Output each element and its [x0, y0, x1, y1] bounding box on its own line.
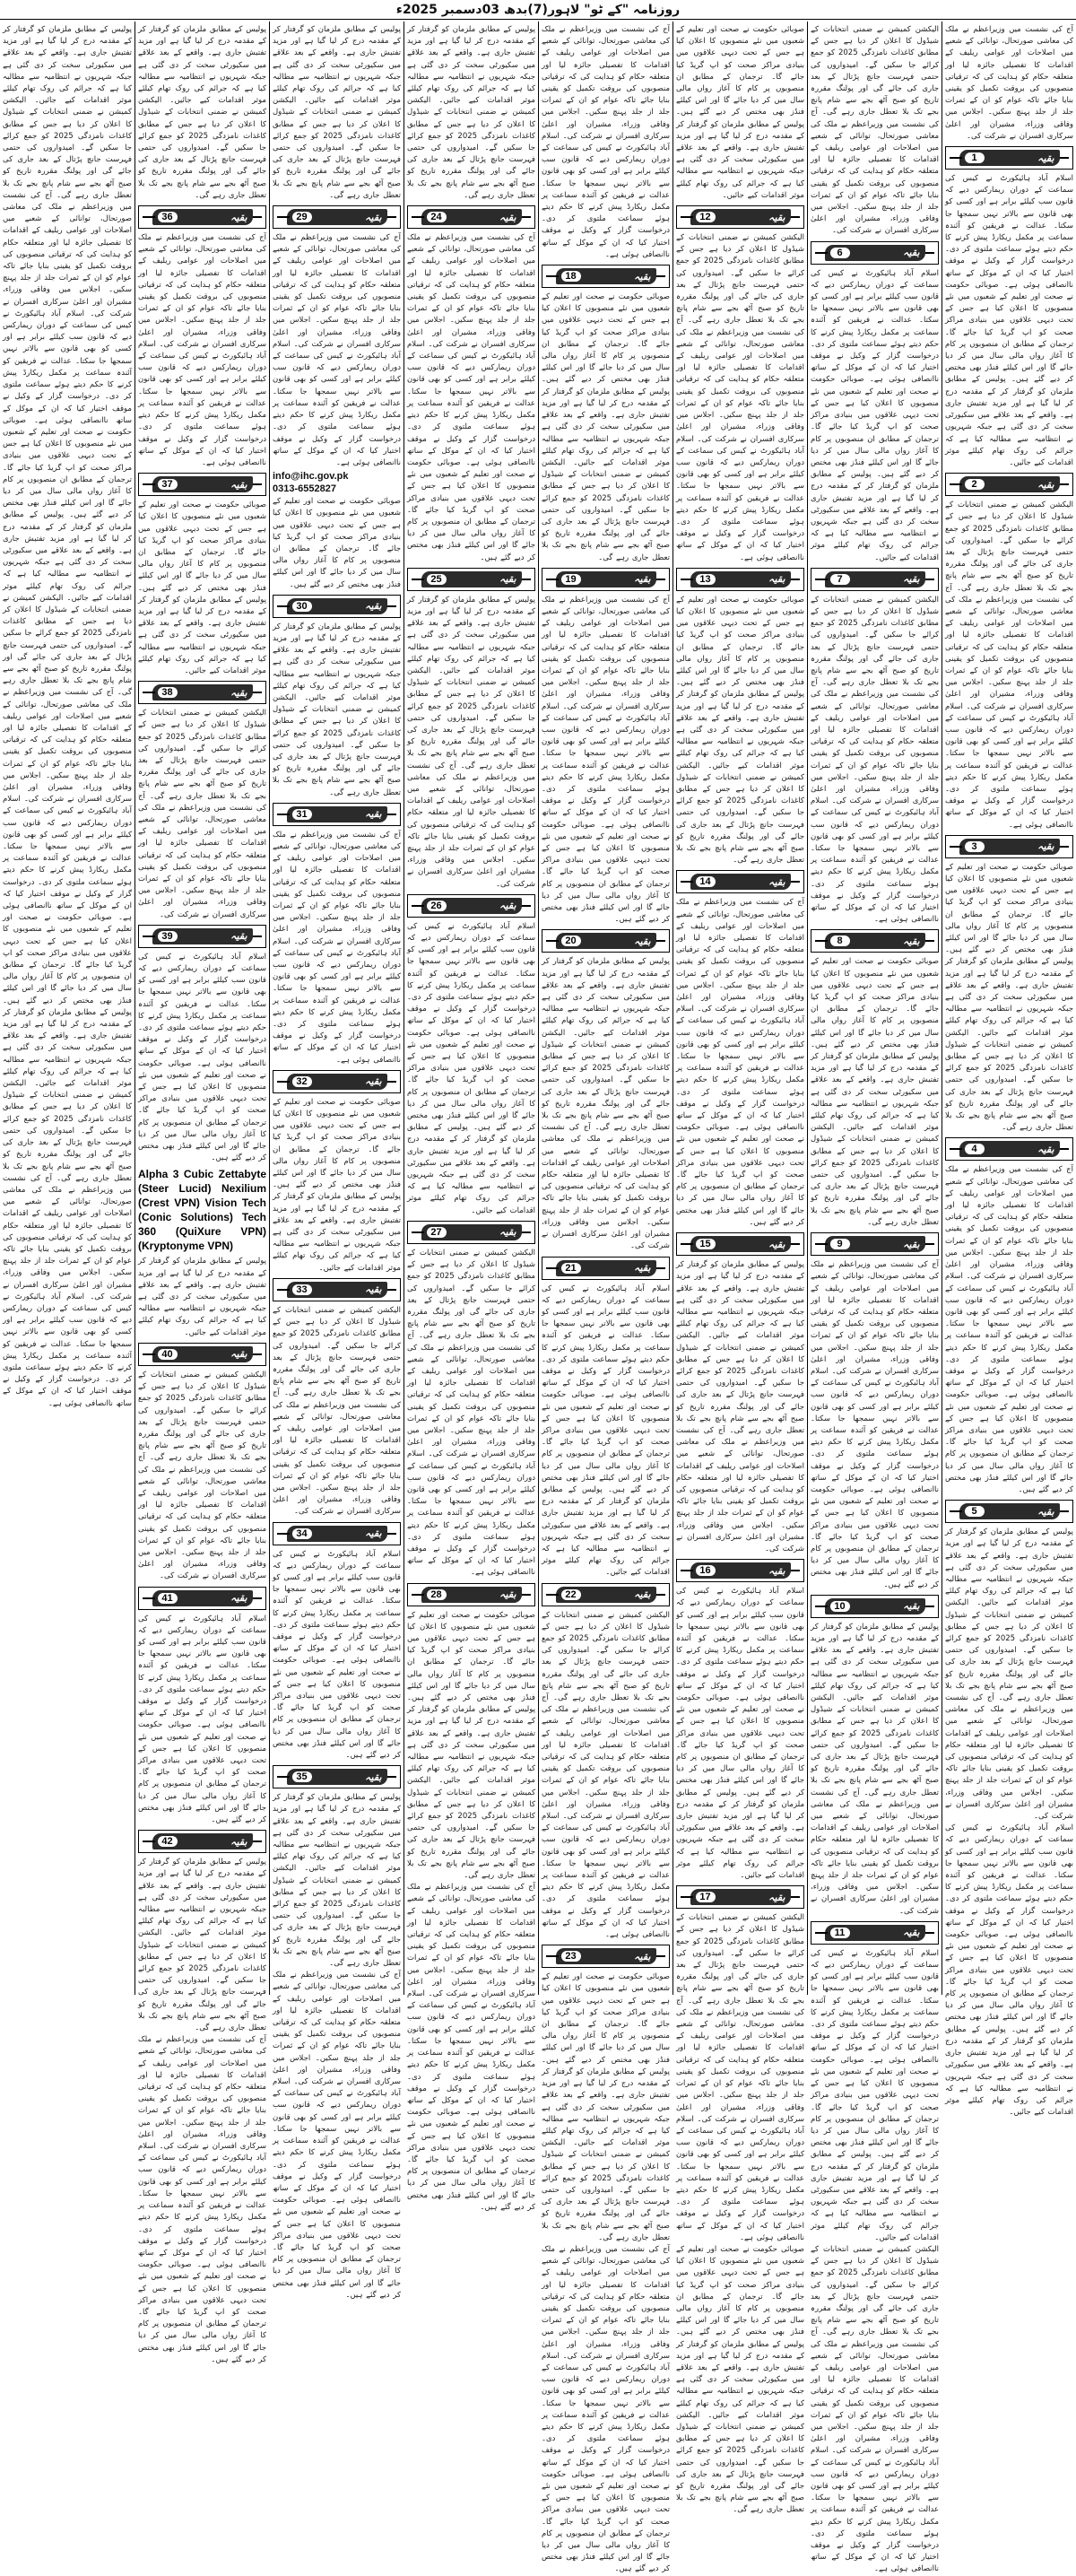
flourish-line — [143, 483, 155, 485]
baqiya-box — [542, 929, 670, 953]
article-text: اسلام آباد ہائیکورٹ نے کیس کی سماعت کے دوران ریمارکس دیے کہ قانون سب کیلئے برابر ہے اور کسی کو بھی قانون سے بالاتر نہیں سمجھا جا سکتا۔ عدالت نے فریقین کو آئندہ سماعت پر مکمل ریکارڈ پیش کرنے کا حکم دیتے ہوئے سماعت ملتوی کر دی۔ درخواست گزار کے وکیل نے موقف اختیار کیا کہ ان کے موکل کے ساتھ ناانصافی ہوئی ہے۔ صوبائی حکومت نے صحت اور تعلیم کے شعبوں میں نئے منصوبوں کا اعلان کیا ہے جس کے تحت دیہی علاقوں میں بنیادی مراکز صحت کو اپ گریڈ کیا جائے گا۔ ترجمان کے مطابق ان منصوبوں پر کام کا آغاز رواں مالی سال میں کر دیا جائے گا اور اس کیلئے فنڈز بھی مختص کر دیے گئے ہیں۔ — [138, 952, 266, 1163]
baqiya-number: 25 — [427, 574, 447, 585]
baqiya-ribbon — [421, 209, 522, 225]
flourish-line — [546, 579, 559, 580]
flourish-line — [681, 216, 693, 218]
baqiya-ribbon — [287, 1769, 387, 1785]
article-text: صوبائی حکومت نے صحت اور تعلیم کے شعبوں میں نئے منصوبوں کا اعلان کیا ہے جس کے تحت دیہی علاقوں میں بنیادی مراکز صحت کو اپ گریڈ کیا جائے گا۔ ترجمان کے مطابق ان منصوبوں پر کام کا آغاز رواں مالی سال میں کر دیا جائے گا اور اس کیلئے فنڈز بھی مختص کر دیے گئے ہیں۔ — [273, 497, 401, 589]
baqiya-number: 13 — [696, 574, 716, 585]
baqiya-ribbon — [690, 1562, 791, 1579]
baqiya-box — [811, 1921, 939, 1945]
article-text: اسلام آباد ہائیکورٹ نے کیس کی سماعت کے دوران ریمارکس دیے کہ قانون سب کیلئے برابر ہے اور کسی کو بھی قانون سے بالاتر نہیں سمجھا جا سکتا۔ عدالت نے فریقین کو آئندہ سماعت پر مکمل ریکارڈ پیش کرنے کا حکم دیتے ہوئے سماعت ملتوی کر دی۔ درخواست گزار کے وکیل نے موقف اختیار کیا کہ ان کے موکل کے ساتھ ناانصافی ہوئی ہے۔ صوبائی حکومت نے صحت اور تعلیم کے شعبوں میں نئے منصوبوں کا اعلان کیا ہے جس کے تحت دیہی علاقوں میں بنیادی مراکز صحت کو اپ گریڈ کیا جائے گا۔ ترجمان کے مطابق ان منصوبوں پر کام کا آغاز رواں مالی سال میں کر دیا جائے گا اور اس کیلئے فنڈز بھی مختص کر دیے گئے ہیں۔ — [273, 1549, 401, 1760]
flourish-line — [143, 216, 155, 218]
flourish-line — [546, 1594, 559, 1596]
baqiya-label: بقیہ — [903, 1927, 920, 1939]
baqiya-box — [407, 568, 535, 591]
article-text: الیکشن کمیشن نے ضمنی انتخابات کے شیڈول کا اعلان کر دیا ہے جس کے مطابق کاغذات نامزدگی 2025 کو جمع کرائے جا سکیں گے۔ امیدواروں کی حتمی فہرست جانچ پڑتال کے بعد جاری کی جائے گی اور پولنگ مقررہ تاریخ کو صبح آٹھ بجے سے شام پانچ بجے تک بلا تعطل جاری رہے گی۔ آج کی نشست میں وزیراعظم نے ملک کی معاشی صورتحال، توانائی کے شعبے میں اصلاحات اور عوامی ریلیف کے اقدامات کا تفصیلی جائزہ لیا اور متعلقہ حکام کو ہدایت کی کہ ترقیاتی منصوبوں کی بروقت تکمیل کو یقینی بنایا جائے تاکہ عوام کو ان کے ثمرات جلد از جلد پہنچ سکیں۔ اجلاس میں وفاقی وزراء، مشیران اور اعلیٰ سرکاری افسران نے شرکت کی۔ اسلام آباد ہائیکورٹ نے کیس کی سماعت کے دوران ریمارکس دیے کہ قانون سب کیلئے برابر ہے اور کسی کو بھی قانون سے بالاتر نہیں سمجھا جا سکتا۔ عدالت نے فریقین کو آئندہ سماعت پر مکمل ریکارڈ پیش کرنے کا حکم دیتے ہوئے سماعت ملتوی کر دی۔ درخواست گزار کے وکیل نے موقف اختیار کیا کہ ان کے موکل کے ساتھ ناانصافی ہوئی ہے۔ — [676, 233, 804, 562]
article-text: پولیس کے مطابق ملزمان کو گرفتار کر کے مقدمہ درج کر لیا گیا ہے اور مزید تفتیش جاری ہے۔ واقعے کے بعد علاقے میں سکیورٹی سخت کر دی گئی ہے جبکہ شہریوں نے انتظامیہ سے مطالبہ کیا ہے کہ جرائم کی روک تھام کیلئے موثر اقدامات کیے جائیں۔ الیکشن کمیشن نے ضمنی انتخابات کے شیڈول کا اعلان کر دیا ہے جس کے مطابق کاغذات نامزدگی 2025 کو جمع کرائے جا سکیں گے۔ امیدواروں کی حتمی فہرست جانچ پڑتال کے بعد جاری کی جائے گی اور پولنگ مقررہ تاریخ کو صبح آٹھ بجے سے شام پانچ بجے تک بلا تعطل جاری رہے گی۔ — [138, 1858, 266, 2033]
baqiya-ribbon — [421, 1224, 522, 1240]
article-text: پولیس کے مطابق ملزمان کو گرفتار کر کے مقدمہ درج کر لیا گیا ہے اور مزید تفتیش جاری ہے۔ واقعے کے بعد علاقے میں سکیورٹی سخت کر دی گئی ہے جبکہ شہریوں نے انتظامیہ سے مطالبہ کیا ہے کہ جرائم کی روک تھام کیلئے موثر اقدامات کیے جائیں۔ الیکشن کمیشن نے ضمنی انتخابات کے شیڈول کا اعلان کر دیا ہے جس کے مطابق کاغذات نامزدگی 2025 کو جمع کرائے جا سکیں گے۔ امیدواروں کی حتمی فہرست جانچ پڑتال کے بعد جاری کی جائے گی اور پولنگ مقررہ تاریخ کو صبح آٹھ بجے سے شام پانچ بجے تک بلا تعطل جاری رہے گی۔ — [138, 25, 266, 200]
baqiya-number: 4 — [965, 1144, 985, 1154]
article-text: آج کی نشست میں وزیراعظم نے ملک کی معاشی صورتحال، توانائی کے شعبے میں اصلاحات اور عوامی ریلیف کے اقدامات کا تفصیلی جائزہ لیا اور متعلقہ حکام کو ہدایت کی کہ ترقیاتی منصوبوں کی بروقت تکمیل کو یقینی بنایا جائے تاکہ عوام کو ان کے ثمرات جلد از جلد پہنچ سکیں۔ اجلاس میں وفاقی وزراء، مشیران اور اعلیٰ سرکاری افسران نے شرکت کی۔ اسلام آباد ہائیکورٹ نے کیس کی سماعت کے دوران ریمارکس دیے کہ قانون سب کیلئے برابر ہے اور کسی کو بھی قانون سے بالاتر نہیں سمجھا جا سکتا۔ عدالت نے فریقین کو آئندہ سماعت پر مکمل ریکارڈ پیش کرنے کا حکم دیتے ہوئے سماعت ملتوی کر دی۔ درخواست گزار کے وکیل نے موقف اختیار کیا کہ ان کے موکل کے ساتھ ناانصافی ہوئی ہے۔ صوبائی حکومت نے صحت اور تعلیم کے شعبوں میں نئے منصوبوں کا اعلان کیا ہے جس کے تحت دیہی علاقوں میں بنیادی مراکز صحت کو اپ گریڈ کیا جائے گا۔ ترجمان کے مطابق ان منصوبوں پر کام کا آغاز رواں مالی سال میں کر دیا جائے گا اور اس کیلئے فنڈز بھی مختص کر دیے گئے ہیں۔ — [542, 595, 670, 925]
article-text: الیکشن کمیشن نے ضمنی انتخابات کے شیڈول کا اعلان کر دیا ہے جس کے مطابق کاغذات نامزدگی 2025 کو جمع کرائے جا سکیں گے۔ امیدواروں کی حتمی فہرست جانچ پڑتال کے بعد جاری کی جائے گی اور پولنگ مقررہ تاریخ کو صبح آٹھ بجے سے شام پانچ بجے تک بلا تعطل جاری رہے گی۔ آج کی نشست میں وزیراعظم نے ملک کی معاشی صورتحال، توانائی کے شعبے میں اصلاحات اور عوامی ریلیف کے اقدامات کا تفصیلی جائزہ لیا اور متعلقہ حکام کو ہدایت کی کہ ترقیاتی منصوبوں کی بروقت تکمیل کو یقینی بنایا جائے تاکہ عوام کو ان کے ثمرات جلد از جلد پہنچ سکیں۔ اجلاس میں وفاقی وزراء، مشیران اور اعلیٰ سرکاری افسران نے شرکت کی۔ اسلام آباد ہائیکورٹ نے کیس کی سماعت کے دوران ریمارکس دیے کہ قانون سب کیلئے برابر ہے اور کسی کو بھی قانون سے بالاتر نہیں سمجھا جا سکتا۔ عدالت نے فریقین کو آئندہ سماعت پر مکمل ریکارڈ پیش کرنے کا حکم دیتے ہوئے سماعت ملتوی کر دی۔ درخواست گزار کے وکیل نے موقف اختیار کیا کہ ان کے موکل کے ساتھ ناانصافی ہوئی ہے۔ — [811, 2244, 939, 2574]
baqiya-number: 39 — [158, 931, 178, 942]
flourish-line — [143, 1353, 155, 1355]
baqiya-number: 18 — [561, 271, 581, 282]
baqiya-label: بقیہ — [1037, 840, 1054, 853]
flourish-line — [412, 216, 424, 218]
article-text: پولیس کے مطابق ملزمان کو گرفتار کر کے مقدمہ درج کر لیا گیا ہے اور مزید تفتیش جاری ہے۔ واقعے کے بعد علاقے میں سکیورٹی سخت کر دی گئی ہے جبکہ شہریوں نے انتظامیہ سے مطالبہ کیا ہے کہ جرائم کی روک تھام کیلئے موثر اقدامات کیے جائیں۔ الیکشن کمیشن نے ضمنی انتخابات کے شیڈول کا اعلان کر دیا ہے جس کے مطابق کاغذات نامزدگی 2025 کو جمع کرائے جا سکیں گے۔ امیدواروں کی حتمی فہرست جانچ پڑتال کے بعد جاری کی جائے گی اور پولنگ مقررہ تاریخ کو صبح آٹھ بجے سے شام پانچ بجے تک بلا تعطل جاری رہے گی۔ آج کی نشست میں وزیراعظم نے ملک کی معاشی صورتحال، توانائی کے شعبے میں اصلاحات اور عوامی ریلیف کے اقدامات کا تفصیلی جائزہ لیا اور متعلقہ حکام کو ہدایت کی کہ ترقیاتی منصوبوں کی بروقت تکمیل کو یقینی بنایا جائے تاکہ عوام کو ان کے ثمرات جلد از جلد پہنچ سکیں۔ اجلاس میں وفاقی وزراء، مشیران اور اعلیٰ سرکاری افسران نے شرکت کی۔ — [676, 1260, 804, 1553]
baqiya-ribbon — [421, 571, 522, 587]
baqiya-ribbon — [287, 1526, 387, 1542]
baqiya-label: بقیہ — [365, 1075, 382, 1088]
baqiya-label: بقیہ — [230, 211, 247, 223]
baqiya-number: 30 — [292, 601, 312, 612]
flourish-line — [143, 936, 155, 937]
article-text: اسلام آباد ہائیکورٹ نے کیس کی سماعت کے دوران ریمارکس دیے کہ قانون سب کیلئے برابر ہے اور کسی کو بھی قانون سے بالاتر نہیں سمجھا جا سکتا۔ عدالت نے فریقین کو آئندہ سماعت پر مکمل ریکارڈ پیش کرنے کا حکم دیتے ہوئے سماعت ملتوی کر دی۔ درخواست گزار کے وکیل نے موقف اختیار کیا کہ ان کے موکل کے ساتھ ناانصافی ہوئی ہے۔ صوبائی حکومت نے صحت اور تعلیم کے شعبوں میں نئے منصوبوں کا اعلان کیا ہے جس کے تحت دیہی علاقوں میں بنیادی مراکز صحت کو اپ گریڈ کیا جائے گا۔ ترجمان کے مطابق ان منصوبوں پر کام کا آغاز رواں مالی سال میں کر دیا جائے گا اور اس کیلئے فنڈز بھی مختص کر دیے گئے ہیں۔ پولیس کے مطابق ملزمان کو گرفتار کر کے مقدمہ درج کر لیا گیا ہے اور مزید تفتیش جاری ہے۔ واقعے کے بعد علاقے میں سکیورٹی سخت کر دی گئی ہے جبکہ شہریوں نے انتظامیہ سے مطالبہ کیا ہے کہ جرائم کی روک تھام کیلئے موثر اقدامات کیے جائیں۔ — [811, 268, 939, 562]
baqiya-ribbon — [959, 839, 1060, 855]
baqiya-number: 40 — [158, 1349, 178, 1360]
baqiya-ribbon — [690, 571, 791, 587]
baqiya-label: بقیہ — [230, 686, 247, 699]
baqiya-box — [542, 568, 670, 591]
baqiya-label: بقیہ — [768, 1891, 785, 1903]
baqiya-label: بقیہ — [230, 1592, 247, 1605]
article-text: پولیس کے مطابق ملزمان کو گرفتار کر کے مقدمہ درج کر لیا گیا ہے اور مزید تفتیش جاری ہے۔ واقعے کے بعد علاقے میں سکیورٹی سخت کر دی گئی ہے جبکہ شہریوں نے انتظامیہ سے مطالبہ کیا ہے کہ جرائم کی روک تھام کیلئے موثر اقدامات کیے جائیں۔ الیکشن کمیشن نے ضمنی انتخابات کے شیڈول کا اعلان کر دیا ہے جس کے مطابق کاغذات نامزدگی 2025 کو جمع کرائے جا سکیں گے۔ امیدواروں کی حتمی فہرست جانچ پڑتال کے بعد جاری کی جائے گی اور پولنگ مقررہ تاریخ کو صبح آٹھ بجے سے شام پانچ بجے تک بلا تعطل جاری رہے گی۔ آج کی نشست میں وزیراعظم نے ملک کی معاشی صورتحال، توانائی کے شعبے میں اصلاحات اور عوامی ریلیف کے اقدامات کا تفصیلی جائزہ لیا اور متعلقہ حکام کو ہدایت کی کہ ترقیاتی منصوبوں کی بروقت تکمیل کو یقینی بنایا جائے تاکہ عوام کو ان کے ثمرات جلد از جلد پہنچ سکیں۔ اجلاس میں وفاقی وزراء، مشیران اور اعلیٰ سرکاری افسران نے شرکت کی۔ اسلام آباد ہائیکورٹ نے کیس کی سماعت کے دوران ریمارکس دیے کہ قانون سب کیلئے برابر ہے اور کسی کو بھی قانون سے بالاتر نہیں سمجھا جا سکتا۔ عدالت نے فریقین کو آئندہ سماعت پر مکمل ریکارڈ پیش کرنے کا حکم دیتے ہوئے سماعت ملتوی کر دی۔ درخواست گزار کے وکیل نے موقف اختیار کیا کہ ان کے موکل کے ساتھ ناانصافی ہوئی ہے۔ صوبائی حکومت نے صحت اور تعلیم کے شعبوں میں نئے منصوبوں کا اعلان کیا ہے جس کے تحت دیہی علاقوں میں بنیادی مراکز صحت کو اپ گریڈ کیا جائے گا۔ ترجمان کے مطابق ان منصوبوں پر کام کا آغاز رواں مالی سال میں کر دیا جائے گا اور اس کیلئے فنڈز بھی مختص کر دیے گئے ہیں۔ پولیس کے مطابق ملزمان کو گرفتار کر کے مقدمہ درج کر لیا گیا ہے اور مزید تفتیش جاری ہے۔ واقعے کے بعد علاقے میں سکیورٹی سخت کر دی گئی ہے جبکہ شہریوں نے انتظامیہ سے مطالبہ کیا ہے کہ جرائم کی روک تھام کیلئے موثر اقدامات کیے جائیں۔ الیکشن کمیشن نے ضمنی انتخابات کے شیڈول کا اعلان کر دیا ہے جس کے مطابق کاغذات نامزدگی 2025 کو جمع کرائے جا سکیں گے۔ امیدواروں کی حتمی فہرست جانچ پڑتال کے بعد جاری کی جائے گی اور پولنگ مقررہ تاریخ کو صبح آٹھ بجے سے شام پانچ بجے تک بلا تعطل جاری رہے گی۔ آج کی نشست میں وزیراعظم نے ملک کی معاشی صورتحال، توانائی کے شعبے میں اصلاحات اور عوامی ریلیف کے اقدامات کا تفصیلی جائزہ لیا اور متعلقہ حکام کو ہدایت کی کہ ترقیاتی منصوبوں کی بروقت تکمیل کو یقینی بنایا جائے تاکہ عوام کو ان کے ثمرات جلد از جلد پہنچ سکیں۔ اجلاس میں وفاقی وزراء، مشیران اور اعلیٰ سرکاری افسران نے شرکت کی۔ اسلام آباد ہائیکورٹ نے کیس کی سماعت کے دوران ریمارکس دیے کہ قانون سب کیلئے برابر ہے اور کسی کو بھی قانون سے بالاتر نہیں سمجھا جا سکتا۔ عدالت نے فریقین کو آئندہ سماعت پر مکمل ریکارڈ پیش کرنے کا حکم دیتے ہوئے سماعت ملتوی کر دی۔ درخواست گزار کے وکیل نے موقف اختیار کیا کہ ان کے موکل کے ساتھ ناانصافی ہوئی ہے۔ صوبائی حکومت نے صحت اور تعلیم کے شعبوں میں نئے منصوبوں کا اعلان کیا ہے جس کے تحت دیہی علاقوں میں بنیادی مراکز صحت کو اپ گریڈ کیا جائے گا۔ ترجمان کے مطابق ان منصوبوں پر کام کا آغاز رواں مالی سال میں کر دیا جائے گا اور اس کیلئے فنڈز بھی مختص کر دیے گئے ہیں۔ پولیس کے مطابق ملزمان کو گرفتار کر کے مقدمہ درج کر لیا گیا ہے اور مزید تفتیش جاری ہے۔ واقعے کے بعد علاقے میں سکیورٹی سخت کر دی گئی ہے جبکہ شہریوں نے انتظامیہ سے مطالبہ کیا ہے کہ جرائم کی روک تھام کیلئے موثر اقدامات کیے جائیں۔ الیکشن کمیشن نے ضمنی انتخابات کے شیڈول کا اعلان کر دیا ہے جس کے مطابق کاغذات نامزدگی 2025 کو جمع کرائے جا سکیں گے۔ امیدواروں کی حتمی فہرست جانچ پڑتال کے بعد جاری کی جائے گی اور پولنگ مقررہ تاریخ کو صبح آٹھ بجے سے شام پانچ بجے تک بلا تعطل جاری رہے گی۔ آج کی نشست میں وزیراعظم نے ملک کی معاشی صورتحال، توانائی کے شعبے میں اصلاحات اور عوامی ریلیف کے اقدامات کا تفصیلی جائزہ لیا اور متعلقہ حکام کو ہدایت کی کہ ترقیاتی منصوبوں کی بروقت تکمیل کو یقینی بنایا جائے تاکہ عوام کو ان کے ثمرات جلد از جلد پہنچ سکیں۔ اجلاس میں وفاقی وزراء، مشیران اور اعلیٰ سرکاری افسران نے شرکت کی۔ اسلام آباد ہائیکورٹ نے کیس کی سماعت کے دوران ریمارکس دیے کہ قانون سب کیلئے برابر ہے اور کسی کو بھی قانون سے بالاتر نہیں سمجھا جا سکتا۔ عدالت نے فریقین کو آئندہ سماعت پر مکمل ریکارڈ پیش کرنے کا حکم دیتے ہوئے سماعت ملتوی کر دی۔ درخواست گزار کے وکیل نے موقف اختیار کیا کہ ان کے موکل کے ساتھ ناانصافی ہوئی ہے۔ — [3, 25, 132, 1408]
baqiya-box — [542, 1257, 670, 1280]
article-text: آج کی نشست میں وزیراعظم نے ملک کی معاشی صورتحال، توانائی کے شعبے میں اصلاحات اور عوامی ریلیف کے اقدامات کا تفصیلی جائزہ لیا اور متعلقہ حکام کو ہدایت کی کہ ترقیاتی منصوبوں کی بروقت تکمیل کو یقینی بنایا جائے تاکہ عوام کو ان کے ثمرات جلد از جلد پہنچ سکیں۔ اجلاس میں وفاقی وزراء، مشیران اور اعلیٰ سرکاری افسران نے شرکت کی۔ — [945, 25, 1073, 141]
baqiya-label: بقیہ — [365, 211, 382, 223]
baqiya-ribbon — [690, 1236, 791, 1252]
article-text: الیکشن کمیشن نے ضمنی انتخابات کے شیڈول کا اعلان کر دیا ہے جس کے مطابق کاغذات نامزدگی 2025 کو جمع کرائے جا سکیں گے۔ امیدواروں کی حتمی فہرست جانچ پڑتال کے بعد جاری کی جائے گی اور پولنگ مقررہ تاریخ کو صبح آٹھ بجے سے شام پانچ بجے تک بلا تعطل جاری رہے گی۔ آج کی نشست میں وزیراعظم نے ملک کی معاشی صورتحال، توانائی کے شعبے میں اصلاحات اور عوامی ریلیف کے اقدامات کا تفصیلی جائزہ لیا اور متعلقہ حکام کو ہدایت کی کہ ترقیاتی منصوبوں کی بروقت تکمیل کو یقینی بنایا جائے تاکہ عوام کو ان کے ثمرات جلد از جلد پہنچ سکیں۔ اجلاس میں وفاقی وزراء، مشیران اور اعلیٰ سرکاری افسران نے شرکت کی۔ اسلام آباد ہائیکورٹ نے کیس کی سماعت کے دوران ریمارکس دیے کہ قانون سب کیلئے برابر ہے اور کسی کو بھی قانون سے بالاتر نہیں سمجھا جا سکتا۔ عدالت نے فریقین کو آئندہ سماعت پر مکمل ریکارڈ پیش کرنے کا حکم دیتے ہوئے سماعت ملتوی کر دی۔ درخواست گزار کے وکیل نے موقف اختیار کیا کہ ان کے موکل کے ساتھ ناانصافی ہوئی ہے۔ — [542, 1610, 670, 1940]
baqiya-number: 26 — [427, 901, 447, 911]
baqiya-box — [542, 1583, 670, 1606]
baqiya-label: بقیہ — [634, 1588, 651, 1601]
baqiya-number: 37 — [158, 479, 178, 490]
baqiya-box — [273, 1522, 401, 1545]
article-text: الیکشن کمیشن نے ضمنی انتخابات کے شیڈول کا اعلان کر دیا ہے جس کے مطابق کاغذات نامزدگی 2025 کو جمع کرائے جا سکیں گے۔ امیدواروں کی حتمی فہرست جانچ پڑتال کے بعد جاری کی جائے گی اور پولنگ مقررہ تاریخ کو صبح آٹھ بجے سے شام پانچ بجے تک بلا تعطل جاری رہے گی۔ آج کی نشست میں وزیراعظم نے ملک کی معاشی صورتحال، توانائی کے شعبے میں اصلاحات اور عوامی ریلیف کے اقدامات کا تفصیلی جائزہ لیا اور متعلقہ حکام کو ہدایت کی کہ ترقیاتی منصوبوں کی بروقت تکمیل کو یقینی بنایا جائے تاکہ عوام کو ان کے ثمرات جلد از جلد پہنچ سکیں۔ اجلاس میں وفاقی وزراء، مشیران اور اعلیٰ سرکاری افسران نے شرکت کی۔ اسلام آباد ہائیکورٹ نے کیس کی سماعت کے دوران ریمارکس دیے کہ قانون سب کیلئے برابر ہے اور کسی کو بھی قانون سے بالاتر نہیں سمجھا جا سکتا۔ عدالت نے فریقین کو آئندہ سماعت پر مکمل ریکارڈ پیش کرنے کا حکم دیتے ہوئے سماعت ملتوی کر دی۔ درخواست گزار کے وکیل نے موقف اختیار کیا کہ ان کے موکل کے ساتھ ناانصافی ہوئی ہے۔ — [945, 500, 1073, 830]
baqiya-ribbon — [690, 874, 791, 890]
baqiya-number: 19 — [561, 574, 581, 585]
baqiya-number: 15 — [696, 1239, 716, 1249]
flourish-line — [815, 1606, 828, 1607]
baqiya-number: 14 — [696, 876, 716, 887]
baqiya-label: بقیہ — [365, 600, 382, 613]
baqiya-box — [542, 265, 670, 288]
baqiya-box — [273, 1278, 401, 1301]
flourish-line — [546, 1955, 559, 1957]
flourish-line — [546, 1267, 559, 1269]
flourish-line — [815, 579, 828, 580]
baqiya-ribbon — [152, 209, 253, 225]
baqiya-ribbon — [152, 684, 253, 701]
flourish-line — [681, 881, 693, 883]
baqiya-label: بقیہ — [1037, 1143, 1054, 1155]
baqiya-ribbon — [287, 806, 387, 822]
baqiya-number: 33 — [292, 1284, 312, 1295]
baqiya-ribbon — [556, 1948, 656, 1964]
article-text: آج کی نشست میں وزیراعظم نے ملک کی معاشی صورتحال، توانائی کے شعبے میں اصلاحات اور عوامی ریلیف کے اقدامات کا تفصیلی جائزہ لیا اور متعلقہ حکام کو ہدایت کی کہ ترقیاتی منصوبوں کی بروقت تکمیل کو یقینی بنایا جائے تاکہ عوام کو ان کے ثمرات جلد از جلد پہنچ سکیں۔ اجلاس میں وفاقی وزراء، مشیران اور اعلیٰ سرکاری افسران نے شرکت کی۔ اسلام آباد ہائیکورٹ نے کیس کی سماعت کے دوران ریمارکس دیے کہ قانون سب کیلئے برابر ہے اور کسی کو بھی قانون سے بالاتر نہیں سمجھا جا سکتا۔ عدالت نے فریقین کو آئندہ سماعت پر مکمل ریکارڈ پیش کرنے کا حکم دیتے ہوئے سماعت ملتوی کر دی۔ درخواست گزار کے وکیل نے موقف اختیار کیا کہ ان کے موکل کے ساتھ ناانصافی ہوئی ہے۔ صوبائی حکومت نے صحت اور تعلیم کے شعبوں میں نئے منصوبوں کا اعلان کیا ہے جس کے تحت دیہی علاقوں میں بنیادی مراکز صحت کو اپ گریڈ کیا جائے گا۔ ترجمان کے مطابق ان منصوبوں پر کام کا آغاز رواں مالی سال میں کر دیا جائے گا اور اس کیلئے فنڈز بھی مختص کر دیے گئے ہیں۔ — [811, 1260, 939, 1589]
baqiya-ribbon — [556, 571, 656, 587]
baqiya-box — [273, 1765, 401, 1788]
baqiya-number: 31 — [292, 809, 312, 820]
column-filler — [0, 22, 134, 1995]
baqiya-label: بقیہ — [230, 1348, 247, 1361]
baqiya-number: 3 — [965, 841, 985, 852]
flourish-line — [143, 1841, 155, 1842]
baqiya-label: بقیہ — [768, 211, 785, 223]
article-text: صوبائی حکومت نے صحت اور تعلیم کے شعبوں میں نئے منصوبوں کا اعلان کیا ہے جس کے تحت دیہی علاقوں میں بنیادی مراکز صحت کو اپ گریڈ کیا جائے گا۔ ترجمان کے مطابق ان منصوبوں پر کام کا آغاز رواں مالی سال میں کر دیا جائے گا اور اس کیلئے فنڈز بھی مختص کر دیے گئے ہیں۔ پولیس کے مطابق ملزمان کو گرفتار کر کے مقدمہ درج کر لیا گیا ہے اور مزید تفتیش جاری ہے۔ واقعے کے بعد علاقے میں سکیورٹی سخت کر دی گئی ہے جبکہ شہریوں نے انتظامیہ سے مطالبہ کیا ہے کہ جرائم کی روک تھام کیلئے موثر اقدامات کیے جائیں۔ الیکشن کمیشن نے ضمنی انتخابات کے شیڈول کا اعلان کر دیا ہے جس کے مطابق کاغذات نامزدگی 2025 کو جمع کرائے جا سکیں گے۔ امیدواروں کی حتمی فہرست جانچ پڑتال کے بعد جاری کی جائے گی اور پولنگ مقررہ تاریخ کو صبح آٹھ بجے سے شام پانچ بجے تک بلا تعطل جاری رہے گی۔ — [811, 957, 939, 1227]
flourish-line — [681, 1243, 693, 1245]
baqiya-ribbon — [152, 1346, 253, 1362]
baqiya-label: بقیہ — [499, 573, 516, 586]
baqiya-box — [945, 1500, 1073, 1523]
baqiya-box — [407, 205, 535, 229]
baqiya-ribbon — [690, 209, 791, 225]
baqiya-label: بقیہ — [768, 875, 785, 888]
column-col3 — [672, 22, 807, 2515]
article-text: اسلام آباد ہائیکورٹ نے کیس کی سماعت کے دوران ریمارکس دیے کہ قانون سب کیلئے برابر ہے اور کسی کو بھی قانون سے بالاتر نہیں سمجھا جا سکتا۔ عدالت نے فریقین کو آئندہ سماعت پر مکمل ریکارڈ پیش کرنے کا حکم دیتے ہوئے سماعت ملتوی کر دی۔ درخواست گزار کے وکیل نے موقف اختیار کیا کہ ان کے موکل کے ساتھ ناانصافی ہوئی ہے۔ صوبائی حکومت نے صحت اور تعلیم کے شعبوں میں نئے منصوبوں کا اعلان کیا ہے جس کے تحت دیہی علاقوں میں بنیادی مراکز صحت کو اپ گریڈ کیا جائے گا۔ ترجمان کے مطابق ان منصوبوں پر کام کا آغاز رواں مالی سال میں کر دیا جائے گا اور اس کیلئے فنڈز بھی مختص کر دیے گئے ہیں۔ — [138, 1614, 266, 1824]
baqiya-label: بقیہ — [768, 1238, 785, 1250]
baqiya-box — [138, 681, 266, 704]
baqiya-label: بقیہ — [499, 1588, 516, 1601]
baqiya-number: 9 — [830, 1239, 850, 1249]
baqiya-box — [542, 1945, 670, 1968]
baqiya-number: 5 — [965, 1506, 985, 1517]
flourish-line — [681, 1896, 693, 1898]
baqiya-box — [676, 1885, 804, 1909]
baqiya-number: 6 — [830, 248, 850, 258]
baqiya-label: بقیہ — [499, 211, 516, 223]
column-col2 — [807, 22, 941, 2574]
baqiya-box — [811, 929, 939, 953]
flourish-line — [815, 252, 828, 254]
baqiya-ribbon — [287, 209, 387, 225]
baqiya-box — [945, 473, 1073, 496]
flourish-line — [277, 1081, 290, 1083]
baqiya-ribbon — [959, 1141, 1060, 1157]
baqiya-ribbon — [690, 1889, 791, 1905]
baqiya-number: 27 — [427, 1227, 447, 1238]
article-text: الیکشن کمیشن نے ضمنی انتخابات کے شیڈول کا اعلان کر دیا ہے جس کے مطابق کاغذات نامزدگی 2025 کو جمع کرائے جا سکیں گے۔ امیدواروں کی حتمی فہرست جانچ پڑتال کے بعد جاری کی جائے گی اور پولنگ مقررہ تاریخ کو صبح آٹھ بجے سے شام پانچ بجے تک بلا تعطل جاری رہے گی۔ آج کی نشست میں وزیراعظم نے ملک کی معاشی صورتحال، توانائی کے شعبے میں اصلاحات اور عوامی ریلیف کے اقدامات کا تفصیلی جائزہ لیا اور متعلقہ حکام کو ہدایت کی کہ ترقیاتی منصوبوں کی بروقت تکمیل کو یقینی بنایا جائے تاکہ عوام کو ان کے ثمرات جلد از جلد پہنچ سکیں۔ اجلاس میں وفاقی وزراء، مشیران اور اعلیٰ سرکاری افسران نے شرکت کی۔ — [138, 709, 266, 919]
baqiya-number: 21 — [561, 1263, 581, 1274]
baqiya-number: 23 — [561, 1951, 581, 1962]
baqiya-box — [945, 146, 1073, 170]
article-text: آج کی نشست میں وزیراعظم نے ملک کی معاشی صورتحال، توانائی کے شعبے میں اصلاحات اور عوامی ریلیف کے اقدامات کا تفصیلی جائزہ لیا اور متعلقہ حکام کو ہدایت کی کہ ترقیاتی منصوبوں کی بروقت تکمیل کو یقینی بنایا جائے تاکہ عوام کو ان کے ثمرات جلد از جلد پہنچ سکیں۔ اجلاس میں وفاقی وزراء، مشیران اور اعلیٰ سرکاری افسران نے شرکت کی۔ اسلام آباد ہائیکورٹ نے کیس کی سماعت کے دوران ریمارکس دیے کہ قانون سب کیلئے برابر ہے اور کسی کو بھی قانون سے بالاتر نہیں سمجھا جا سکتا۔ عدالت نے فریقین کو آئندہ سماعت پر مکمل ریکارڈ پیش کرنے کا حکم دیتے ہوئے سماعت ملتوی کر دی۔ درخواست گزار کے وکیل نے موقف اختیار کیا کہ ان کے موکل کے ساتھ ناانصافی ہوئی ہے۔ — [273, 830, 401, 1065]
baqiya-label: بقیہ — [365, 1527, 382, 1540]
article-text: اسلام آباد ہائیکورٹ نے کیس کی سماعت کے دوران ریمارکس دیے کہ قانون سب کیلئے برابر ہے اور کسی کو بھی قانون سے بالاتر نہیں سمجھا جا سکتا۔ عدالت نے فریقین کو آئندہ سماعت پر مکمل ریکارڈ پیش کرنے کا حکم دیتے ہوئے سماعت ملتوی کر دی۔ درخواست گزار کے وکیل نے موقف اختیار کیا کہ ان کے موکل کے ساتھ ناانصافی ہوئی ہے۔ صوبائی حکومت نے صحت اور تعلیم کے شعبوں میں نئے منصوبوں کا اعلان کیا ہے جس کے تحت دیہی علاقوں میں بنیادی مراکز صحت کو اپ گریڈ کیا جائے گا۔ ترجمان کے مطابق ان منصوبوں پر کام کا آغاز رواں مالی سال میں کر دیا جائے گا اور اس کیلئے فنڈز بھی مختص کر دیے گئے ہیں۔ پولیس کے مطابق ملزمان کو گرفتار کر کے مقدمہ درج کر لیا گیا ہے اور مزید تفتیش جاری ہے۔ واقعے کے بعد علاقے میں سکیورٹی سخت کر دی گئی ہے جبکہ شہریوں نے انتظامیہ سے مطالبہ کیا ہے کہ جرائم کی روک تھام کیلئے موثر اقدامات کیے جائیں۔ — [945, 174, 1073, 467]
baqiya-number: 8 — [830, 936, 850, 946]
baqiya-label: بقیہ — [1037, 152, 1054, 164]
article-text: پولیس کے مطابق ملزمان کو گرفتار کر کے مقدمہ درج کر لیا گیا ہے اور مزید تفتیش جاری ہے۔ واقعے کے بعد علاقے میں سکیورٹی سخت کر دی گئی ہے جبکہ شہریوں نے انتظامیہ سے مطالبہ کیا ہے کہ جرائم کی روک تھام کیلئے موثر اقدامات کیے جائیں۔ الیکشن کمیشن نے ضمنی انتخابات کے شیڈول کا اعلان کر دیا ہے جس کے مطابق کاغذات نامزدگی 2025 کو جمع کرائے جا سکیں گے۔ امیدواروں کی حتمی فہرست جانچ پڑتال کے بعد جاری کی جائے گی اور پولنگ مقررہ تاریخ کو صبح آٹھ بجے سے شام پانچ بجے تک بلا تعطل جاری رہے گی۔ آج کی نشست میں وزیراعظم نے ملک کی معاشی صورتحال، توانائی کے شعبے میں اصلاحات اور عوامی ریلیف کے اقدامات کا تفصیلی جائزہ لیا اور متعلقہ حکام کو ہدایت کی کہ ترقیاتی منصوبوں کی بروقت تکمیل کو یقینی بنایا جائے تاکہ عوام کو ان کے ثمرات جلد از جلد پہنچ سکیں۔ اجلاس میں وفاقی وزراء، مشیران اور اعلیٰ سرکاری افسران نے شرکت کی۔ — [945, 1527, 1073, 1822]
article-text: صوبائی حکومت نے صحت اور تعلیم کے شعبوں میں نئے منصوبوں کا اعلان کیا ہے جس کے تحت دیہی علاقوں میں بنیادی مراکز صحت کو اپ گریڈ کیا جائے گا۔ ترجمان کے مطابق ان منصوبوں پر کام کا آغاز رواں مالی سال میں کر دیا جائے گا اور اس کیلئے فنڈز بھی مختص کر دیے گئے ہیں۔ پولیس کے مطابق ملزمان کو گرفتار کر کے مقدمہ درج کر لیا گیا ہے اور مزید تفتیش جاری ہے۔ واقعے کے بعد علاقے میں سکیورٹی سخت کر دی گئی ہے جبکہ شہریوں نے انتظامیہ سے مطالبہ کیا ہے کہ جرائم کی روک تھام کیلئے موثر اقدامات کیے جائیں۔ — [138, 500, 266, 675]
flourish-line — [681, 579, 693, 580]
masthead-text: روزنامہ "کے ٹو" لاہور(7)بدھ 03دسمبر 2025ء — [395, 2, 681, 17]
flourish-line — [412, 579, 424, 580]
baqiya-ribbon — [152, 1833, 253, 1849]
flourish-line — [277, 216, 290, 218]
baqiya-box — [811, 568, 939, 591]
article-text: صوبائی حکومت نے صحت اور تعلیم کے شعبوں میں نئے منصوبوں کا اعلان کیا ہے جس کے تحت دیہی علاقوں میں بنیادی مراکز صحت کو اپ گریڈ کیا جائے گا۔ ترجمان کے مطابق ان منصوبوں پر کام کا آغاز رواں مالی سال میں کر دیا جائے گا اور اس کیلئے فنڈز بھی مختص کر دیے گئے ہیں۔ پولیس کے مطابق ملزمان کو گرفتار کر کے مقدمہ درج کر لیا گیا ہے اور مزید تفتیش جاری ہے۔ واقعے کے بعد علاقے میں سکیورٹی سخت کر دی گئی ہے جبکہ شہریوں نے انتظامیہ سے مطالبہ کیا ہے کہ جرائم کی روک تھام کیلئے موثر اقدامات کیے جائیں۔ — [676, 25, 804, 200]
contact-phone: 0313-6552827 — [273, 483, 336, 495]
baqiya-box — [407, 894, 535, 918]
baqiya-number: 16 — [696, 1565, 716, 1576]
article-text: پولیس کے مطابق ملزمان کو گرفتار کر کے مقدمہ درج کر لیا گیا ہے اور مزید تفتیش جاری ہے۔ واقعے کے بعد علاقے میں سکیورٹی سخت کر دی گئی ہے جبکہ شہریوں نے انتظامیہ سے مطالبہ کیا ہے کہ جرائم کی روک تھام کیلئے موثر اقدامات کیے جائیں۔ الیکشن کمیشن نے ضمنی انتخابات کے شیڈول کا اعلان کر دیا ہے جس کے مطابق کاغذات نامزدگی 2025 کو جمع کرائے جا سکیں گے۔ امیدواروں کی حتمی فہرست جانچ پڑتال کے بعد جاری کی جائے گی اور پولنگ مقررہ تاریخ کو صبح آٹھ بجے سے شام پانچ بجے تک بلا تعطل جاری رہے گی۔ آج کی نشست میں وزیراعظم نے ملک کی معاشی صورتحال، توانائی کے شعبے میں اصلاحات اور عوامی ریلیف کے اقدامات کا تفصیلی جائزہ لیا اور متعلقہ حکام کو ہدایت کی کہ ترقیاتی منصوبوں کی بروقت تکمیل کو یقینی بنایا جائے تاکہ عوام کو ان کے ثمرات جلد از جلد پہنچ سکیں۔ اجلاس میں وفاقی وزراء، مشیران اور اعلیٰ سرکاری افسران نے شرکت کی۔ — [811, 1622, 939, 1916]
baqiya-number: 35 — [292, 1771, 312, 1782]
flourish-line — [815, 940, 828, 942]
baqiya-box — [676, 1559, 804, 1582]
baqiya-label: بقیہ — [903, 573, 920, 586]
baqiya-ribbon — [152, 1590, 253, 1606]
column-col1 — [941, 22, 1076, 2118]
baqiya-label: بقیہ — [768, 573, 785, 586]
baqiya-ribbon — [287, 598, 387, 614]
baqiya-ribbon — [287, 1282, 387, 1298]
baqiya-label: بقیہ — [903, 247, 920, 259]
baqiya-box — [138, 473, 266, 496]
article-text: اسلام آباد ہائیکورٹ نے کیس کی سماعت کے دوران ریمارکس دیے کہ قانون سب کیلئے برابر ہے اور کسی کو بھی قانون سے بالاتر نہیں سمجھا جا سکتا۔ عدالت نے فریقین کو آئندہ سماعت پر مکمل ریکارڈ پیش کرنے کا حکم دیتے ہوئے سماعت ملتوی کر دی۔ درخواست گزار کے وکیل نے موقف اختیار کیا کہ ان کے موکل کے ساتھ ناانصافی ہوئی ہے۔ صوبائی حکومت نے صحت اور تعلیم کے شعبوں میں نئے منصوبوں کا اعلان کیا ہے جس کے تحت دیہی علاقوں میں بنیادی مراکز صحت کو اپ گریڈ کیا جائے گا۔ ترجمان کے مطابق ان منصوبوں پر کام کا آغاز رواں مالی سال میں کر دیا جائے گا اور اس کیلئے فنڈز بھی مختص کر دیے گئے ہیں۔ پولیس کے مطابق ملزمان کو گرفتار کر کے مقدمہ درج کر لیا گیا ہے اور مزید تفتیش جاری ہے۔ واقعے کے بعد علاقے میں سکیورٹی سخت کر دی گئی ہے جبکہ شہریوں نے انتظامیہ سے مطالبہ کیا ہے کہ جرائم کی روک تھام کیلئے موثر اقدامات کیے جائیں۔ — [407, 921, 535, 1215]
article-text: آج کی نشست میں وزیراعظم نے ملک کی معاشی صورتحال، توانائی کے شعبے میں اصلاحات اور عوامی ریلیف کے اقدامات کا تفصیلی جائزہ لیا اور متعلقہ حکام کو ہدایت کی کہ ترقیاتی منصوبوں کی بروقت تکمیل کو یقینی بنایا جائے تاکہ عوام کو ان کے ثمرات جلد از جلد پہنچ سکیں۔ اجلاس میں وفاقی وزراء، مشیران اور اعلیٰ سرکاری افسران نے شرکت کی۔ اسلام آباد ہائیکورٹ نے کیس کی سماعت کے دوران ریمارکس دیے کہ قانون سب کیلئے برابر ہے اور کسی کو بھی قانون سے بالاتر نہیں سمجھا جا سکتا۔ عدالت نے فریقین کو آئندہ سماعت پر مکمل ریکارڈ پیش کرنے کا حکم دیتے ہوئے سماعت ملتوی کر دی۔ درخواست گزار کے وکیل نے موقف اختیار کیا کہ ان کے موکل کے ساتھ ناانصافی ہوئی ہے۔ صوبائی حکومت نے صحت اور تعلیم کے شعبوں میں نئے منصوبوں کا اعلان کیا ہے جس کے تحت دیہی علاقوں میں بنیادی مراکز صحت کو اپ گریڈ کیا جائے گا۔ ترجمان کے مطابق ان منصوبوں پر کام کا آغاز رواں مالی سال میں کر دیا جائے گا اور اس کیلئے فنڈز بھی مختص کر دیے گئے ہیں۔ — [407, 233, 535, 562]
article-text: آج کی نشست میں وزیراعظم نے ملک کی معاشی صورتحال، توانائی کے شعبے میں اصلاحات اور عوامی ریلیف کے اقدامات کا تفصیلی جائزہ لیا اور متعلقہ حکام کو ہدایت کی کہ ترقیاتی منصوبوں کی بروقت تکمیل کو یقینی بنایا جائے تاکہ عوام کو ان کے ثمرات جلد از جلد پہنچ سکیں۔ اجلاس میں وفاقی وزراء، مشیران اور اعلیٰ سرکاری افسران نے شرکت کی۔ اسلام آباد ہائیکورٹ نے کیس کی سماعت کے دوران ریمارکس دیے کہ قانون سب کیلئے برابر ہے اور کسی کو بھی قانون سے بالاتر نہیں سمجھا جا سکتا۔ عدالت نے فریقین کو آئندہ سماعت پر مکمل ریکارڈ پیش کرنے کا حکم دیتے ہوئے سماعت ملتوی کر دی۔ درخواست گزار کے وکیل نے موقف اختیار کیا کہ ان کے موکل کے ساتھ ناانصافی ہوئی ہے۔ — [138, 233, 266, 467]
baqiya-ribbon — [959, 150, 1060, 166]
flourish-line — [950, 846, 962, 848]
flourish-line — [815, 1932, 828, 1934]
flourish-line — [412, 1594, 424, 1596]
baqiya-label: بقیہ — [230, 478, 247, 491]
baqiya-number: 10 — [830, 1601, 850, 1612]
baqiya-label: بقیہ — [634, 270, 651, 283]
baqiya-ribbon — [556, 933, 656, 949]
flourish-line — [277, 814, 290, 815]
article-text: صوبائی حکومت نے صحت اور تعلیم کے شعبوں میں نئے منصوبوں کا اعلان کیا ہے جس کے تحت دیہی علاقوں میں بنیادی مراکز صحت کو اپ گریڈ کیا جائے گا۔ ترجمان کے مطابق ان منصوبوں پر کام کا آغاز رواں مالی سال میں کر دیا جائے گا اور اس کیلئے فنڈز بھی مختص کر دیے گئے ہیں۔ پولیس کے مطابق ملزمان کو گرفتار کر کے مقدمہ درج کر لیا گیا ہے اور مزید تفتیش جاری ہے۔ واقعے کے بعد علاقے میں سکیورٹی سخت کر دی گئی ہے جبکہ شہریوں نے انتظامیہ سے مطالبہ کیا ہے کہ جرائم کی روک تھام کیلئے موثر اقدامات کیے جائیں۔ الیکشن کمیشن نے ضمنی انتخابات کے شیڈول کا اعلان کر دیا ہے جس کے مطابق کاغذات نامزدگی 2025 کو جمع کرائے جا سکیں گے۔ امیدواروں کی حتمی فہرست جانچ پڑتال کے بعد جاری کی جائے گی اور پولنگ مقررہ تاریخ کو صبح آٹھ بجے سے شام پانچ بجے تک بلا تعطل جاری رہے گی۔ — [676, 595, 804, 866]
flourish-line — [277, 1776, 290, 1778]
baqiya-number: 42 — [158, 1836, 178, 1847]
baqiya-box — [138, 925, 266, 948]
software-list: Alpha 3 Cubic Zettabyte (Steer Lucid) Nexilium (Crest VPN) Vision Tech (Conic Solutions) Tech 360 (QuiXure VPN) (Kryptonyme VPN) — [138, 1168, 266, 1253]
baqiya-label: بقیہ — [499, 900, 516, 912]
baqiya-ribbon — [959, 1503, 1060, 1519]
flourish-line — [277, 605, 290, 607]
baqiya-box — [138, 1587, 266, 1610]
baqiya-ribbon — [556, 1587, 656, 1603]
article-text: اسلام آباد ہائیکورٹ نے کیس کی سماعت کے دوران ریمارکس دیے کہ قانون سب کیلئے برابر ہے اور کسی کو بھی قانون سے بالاتر نہیں سمجھا جا سکتا۔ عدالت نے فریقین کو آئندہ سماعت پر مکمل ریکارڈ پیش کرنے کا حکم دیتے ہوئے سماعت ملتوی کر دی۔ درخواست گزار کے وکیل نے موقف اختیار کیا کہ ان کے موکل کے ساتھ ناانصافی ہوئی ہے۔ صوبائی حکومت نے صحت اور تعلیم کے شعبوں میں نئے منصوبوں کا اعلان کیا ہے جس کے تحت دیہی علاقوں میں بنیادی مراکز صحت کو اپ گریڈ کیا جائے گا۔ ترجمان کے مطابق ان منصوبوں پر کام کا آغاز رواں مالی سال میں کر دیا جائے گا اور اس کیلئے فنڈز بھی مختص کر دیے گئے ہیں۔ پولیس کے مطابق ملزمان کو گرفتار کر کے مقدمہ درج کر لیا گیا ہے اور مزید تفتیش جاری ہے۔ واقعے کے بعد علاقے میں سکیورٹی سخت کر دی گئی ہے جبکہ شہریوں نے انتظامیہ سے مطالبہ کیا ہے کہ جرائم کی روک تھام کیلئے موثر اقدامات کیے جائیں۔ — [676, 1587, 804, 1881]
article-text: آج کی نشست میں وزیراعظم نے ملک کی معاشی صورتحال، توانائی کے شعبے میں اصلاحات اور عوامی ریلیف کے اقدامات کا تفصیلی جائزہ لیا اور متعلقہ حکام کو ہدایت کی کہ ترقیاتی منصوبوں کی بروقت تکمیل کو یقینی بنایا جائے تاکہ عوام کو ان کے ثمرات جلد از جلد پہنچ سکیں۔ اجلاس میں وفاقی وزراء، مشیران اور اعلیٰ سرکاری افسران نے شرکت کی۔ اسلام آباد ہائیکورٹ نے کیس کی سماعت کے دوران ریمارکس دیے کہ قانون سب کیلئے برابر ہے اور کسی کو بھی قانون سے بالاتر نہیں سمجھا جا سکتا۔ عدالت نے فریقین کو آئندہ سماعت پر مکمل ریکارڈ پیش کرنے کا حکم دیتے ہوئے سماعت ملتوی کر دی۔ درخواست گزار کے وکیل نے موقف اختیار کیا کہ ان کے موکل کے ساتھ ناانصافی ہوئی ہے۔ صوبائی حکومت نے صحت اور تعلیم کے شعبوں میں نئے منصوبوں کا اعلان کیا ہے جس کے تحت دیہی علاقوں میں بنیادی مراکز صحت کو اپ گریڈ کیا جائے گا۔ ترجمان کے مطابق ان منصوبوں پر کام کا آغاز رواں مالی سال میں کر دیا جائے گا اور اس کیلئے فنڈز بھی مختص کر دیے گئے ہیں۔ — [407, 1883, 535, 2212]
baqiya-box — [945, 835, 1073, 858]
flourish-line — [681, 1570, 693, 1571]
article-text: الیکشن کمیشن نے ضمنی انتخابات کے شیڈول کا اعلان کر دیا ہے جس کے مطابق کاغذات نامزدگی 2025 کو جمع کرائے جا سکیں گے۔ امیدواروں کی حتمی فہرست جانچ پڑتال کے بعد جاری کی جائے گی اور پولنگ مقررہ تاریخ کو صبح آٹھ بجے سے شام پانچ بجے تک بلا تعطل جاری رہے گی۔ آج کی نشست میں وزیراعظم نے ملک کی معاشی صورتحال، توانائی کے شعبے میں اصلاحات اور عوامی ریلیف کے اقدامات کا تفصیلی جائزہ لیا اور متعلقہ حکام کو ہدایت کی کہ ترقیاتی منصوبوں کی بروقت تکمیل کو یقینی بنایا جائے تاکہ عوام کو ان کے ثمرات جلد از جلد پہنچ سکیں۔ اجلاس میں وفاقی وزراء، مشیران اور اعلیٰ سرکاری افسران نے شرکت کی۔ — [811, 25, 939, 236]
baqiya-number: 20 — [561, 936, 581, 946]
baqiya-number: 29 — [292, 212, 312, 222]
article-text: آج کی نشست میں وزیراعظم نے ملک کی معاشی صورتحال، توانائی کے شعبے میں اصلاحات اور عوامی ریلیف کے اقدامات کا تفصیلی جائزہ لیا اور متعلقہ حکام کو ہدایت کی کہ ترقیاتی منصوبوں کی بروقت تکمیل کو یقینی بنایا جائے تاکہ عوام کو ان کے ثمرات جلد از جلد پہنچ سکیں۔ اجلاس میں وفاقی وزراء، مشیران اور اعلیٰ سرکاری افسران نے شرکت کی۔ اسلام آباد ہائیکورٹ نے کیس کی سماعت کے دوران ریمارکس دیے کہ قانون سب کیلئے برابر ہے اور کسی کو بھی قانون سے بالاتر نہیں سمجھا جا سکتا۔ عدالت نے فریقین کو آئندہ سماعت پر مکمل ریکارڈ پیش کرنے کا حکم دیتے ہوئے سماعت ملتوی کر دی۔ درخواست گزار کے وکیل نے موقف اختیار کیا کہ ان کے موکل کے ساتھ ناانصافی ہوئی ہے۔ صوبائی حکومت نے صحت اور تعلیم کے شعبوں میں نئے منصوبوں کا اعلان کیا ہے جس کے تحت دیہی علاقوں میں بنیادی مراکز صحت کو اپ گریڈ کیا جائے گا۔ ترجمان کے مطابق ان منصوبوں پر کام کا آغاز رواں مالی سال میں کر دیا جائے گا اور اس کیلئے فنڈز بھی مختص کر دیے گئے ہیں۔ — [542, 2244, 670, 2574]
article-text: پولیس کے مطابق ملزمان کو گرفتار کر کے مقدمہ درج کر لیا گیا ہے اور مزید تفتیش جاری ہے۔ واقعے کے بعد علاقے میں سکیورٹی سخت کر دی گئی ہے جبکہ شہریوں نے انتظامیہ سے مطالبہ کیا ہے کہ جرائم کی روک تھام کیلئے موثر اقدامات کیے جائیں۔ الیکشن کمیشن نے ضمنی انتخابات کے شیڈول کا اعلان کر دیا ہے جس کے مطابق کاغذات نامزدگی 2025 کو جمع کرائے جا سکیں گے۔ امیدواروں کی حتمی فہرست جانچ پڑتال کے بعد جاری کی جائے گی اور پولنگ مقررہ تاریخ کو صبح آٹھ بجے سے شام پانچ بجے تک بلا تعطل جاری رہے گی۔ آج کی نشست میں وزیراعظم نے ملک کی معاشی صورتحال، توانائی کے شعبے میں اصلاحات اور عوامی ریلیف کے اقدامات کا تفصیلی جائزہ لیا اور متعلقہ حکام کو ہدایت کی کہ ترقیاتی منصوبوں کی بروقت تکمیل کو یقینی بنایا جائے تاکہ عوام کو ان کے ثمرات جلد از جلد پہنچ سکیں۔ اجلاس میں وفاقی وزراء، مشیران اور اعلیٰ سرکاری افسران نے شرکت کی۔ — [407, 595, 535, 889]
baqiya-number: 41 — [158, 1593, 178, 1604]
flourish-line — [277, 1533, 290, 1535]
baqiya-label: بقیہ — [768, 1564, 785, 1577]
flourish-line — [950, 1148, 962, 1150]
article-text: آج کی نشست میں وزیراعظم نے ملک کی معاشی صورتحال، توانائی کے شعبے میں اصلاحات اور عوامی ریلیف کے اقدامات کا تفصیلی جائزہ لیا اور متعلقہ حکام کو ہدایت کی کہ ترقیاتی منصوبوں کی بروقت تکمیل کو یقینی بنایا جائے تاکہ عوام کو ان کے ثمرات جلد از جلد پہنچ سکیں۔ اجلاس میں وفاقی وزراء، مشیران اور اعلیٰ سرکاری افسران نے شرکت کی۔ اسلام آباد ہائیکورٹ نے کیس کی سماعت کے دوران ریمارکس دیے کہ قانون سب کیلئے برابر ہے اور کسی کو بھی قانون سے بالاتر نہیں سمجھا جا سکتا۔ عدالت نے فریقین کو آئندہ سماعت پر مکمل ریکارڈ پیش کرنے کا حکم دیتے ہوئے سماعت ملتوی کر دی۔ درخواست گزار کے وکیل نے موقف اختیار کیا کہ ان کے موکل کے ساتھ ناانصافی ہوئی ہے۔ — [273, 233, 401, 467]
article-text: صوبائی حکومت نے صحت اور تعلیم کے شعبوں میں نئے منصوبوں کا اعلان کیا ہے جس کے تحت دیہی علاقوں میں بنیادی مراکز صحت کو اپ گریڈ کیا جائے گا۔ ترجمان کے مطابق ان منصوبوں پر کام کا آغاز رواں مالی سال میں کر دیا جائے گا اور اس کیلئے فنڈز بھی مختص کر دیے گئے ہیں۔ پولیس کے مطابق ملزمان کو گرفتار کر کے مقدمہ درج کر لیا گیا ہے اور مزید تفتیش جاری ہے۔ واقعے کے بعد علاقے میں سکیورٹی سخت کر دی گئی ہے جبکہ شہریوں نے انتظامیہ سے مطالبہ کیا ہے کہ جرائم کی روک تھام کیلئے موثر اقدامات کیے جائیں۔ الیکشن کمیشن نے ضمنی انتخابات کے شیڈول کا اعلان کر دیا ہے جس کے مطابق کاغذات نامزدگی 2025 کو جمع کرائے جا سکیں گے۔ امیدواروں کی حتمی فہرست جانچ پڑتال کے بعد جاری کی جائے گی اور پولنگ مقررہ تاریخ کو صبح آٹھ بجے سے شام پانچ بجے تک بلا تعطل جاری رہے گی۔ — [945, 862, 1073, 1133]
article-text: آج کی نشست میں وزیراعظم نے ملک کی معاشی صورتحال، توانائی کے شعبے میں اصلاحات اور عوامی ریلیف کے اقدامات کا تفصیلی جائزہ لیا اور متعلقہ حکام کو ہدایت کی کہ ترقیاتی منصوبوں کی بروقت تکمیل کو یقینی بنایا جائے تاکہ عوام کو ان کے ثمرات جلد از جلد پہنچ سکیں۔ اجلاس میں وفاقی وزراء، مشیران اور اعلیٰ سرکاری افسران نے شرکت کی۔ اسلام آباد ہائیکورٹ نے کیس کی سماعت کے دوران ریمارکس دیے کہ قانون سب کیلئے برابر ہے اور کسی کو بھی قانون سے بالاتر نہیں سمجھا جا سکتا۔ عدالت نے فریقین کو آئندہ سماعت پر مکمل ریکارڈ پیش کرنے کا حکم دیتے ہوئے سماعت ملتوی کر دی۔ درخواست گزار کے وکیل نے موقف اختیار کیا کہ ان کے موکل کے ساتھ ناانصافی ہوئی ہے۔ صوبائی حکومت نے صحت اور تعلیم کے شعبوں میں نئے منصوبوں کا اعلان کیا ہے جس کے تحت دیہی علاقوں میں بنیادی مراکز صحت کو اپ گریڈ کیا جائے گا۔ ترجمان کے مطابق ان منصوبوں پر کام کا آغاز رواں مالی سال میں کر دیا جائے گا اور اس کیلئے فنڈز بھی مختص کر دیے گئے ہیں۔ — [945, 1165, 1073, 1494]
article-text: پولیس کے مطابق ملزمان کو گرفتار کر کے مقدمہ درج کر لیا گیا ہے اور مزید تفتیش جاری ہے۔ واقعے کے بعد علاقے میں سکیورٹی سخت کر دی گئی ہے جبکہ شہریوں نے انتظامیہ سے مطالبہ کیا ہے کہ جرائم کی روک تھام کیلئے موثر اقدامات کیے جائیں۔ الیکشن کمیشن نے ضمنی انتخابات کے شیڈول کا اعلان کر دیا ہے جس کے مطابق کاغذات نامزدگی 2025 کو جمع کرائے جا سکیں گے۔ امیدواروں کی حتمی فہرست جانچ پڑتال کے بعد جاری کی جائے گی اور پولنگ مقررہ تاریخ کو صبح آٹھ بجے سے شام پانچ بجے تک بلا تعطل جاری رہے گی۔ آج کی نشست میں وزیراعظم نے ملک کی معاشی صورتحال، توانائی کے شعبے میں اصلاحات اور عوامی ریلیف کے اقدامات کا تفصیلی جائزہ لیا اور متعلقہ حکام کو ہدایت کی کہ ترقیاتی منصوبوں کی بروقت تکمیل کو یقینی بنایا جائے تاکہ عوام کو ان کے ثمرات جلد از جلد پہنچ سکیں۔ اجلاس میں وفاقی وزراء، مشیران اور اعلیٰ سرکاری افسران نے شرکت کی۔ — [542, 957, 670, 1251]
article-text: آج کی نشست میں وزیراعظم نے ملک کی معاشی صورتحال، توانائی کے شعبے میں اصلاحات اور عوامی ریلیف کے اقدامات کا تفصیلی جائزہ لیا اور متعلقہ حکام کو ہدایت کی کہ ترقیاتی منصوبوں کی بروقت تکمیل کو یقینی بنایا جائے تاکہ عوام کو ان کے ثمرات جلد از جلد پہنچ سکیں۔ اجلاس میں وفاقی وزراء، مشیران اور اعلیٰ سرکاری افسران نے شرکت کی۔ اسلام آباد ہائیکورٹ نے کیس کی سماعت کے دوران ریمارکس دیے کہ قانون سب کیلئے برابر ہے اور کسی کو بھی قانون سے بالاتر نہیں سمجھا جا سکتا۔ عدالت نے فریقین کو آئندہ سماعت پر مکمل ریکارڈ پیش کرنے کا حکم دیتے ہوئے سماعت ملتوی کر دی۔ درخواست گزار کے وکیل نے موقف اختیار کیا کہ ان کے موکل کے ساتھ ناانصافی ہوئی ہے۔ صوبائی حکومت نے صحت اور تعلیم کے شعبوں میں نئے منصوبوں کا اعلان کیا ہے جس کے تحت دیہی علاقوں میں بنیادی مراکز صحت کو اپ گریڈ کیا جائے گا۔ ترجمان کے مطابق ان منصوبوں پر کام کا آغاز رواں مالی سال میں کر دیا جائے گا اور اس کیلئے فنڈز بھی مختص کر دیے گئے ہیں۔ — [676, 898, 804, 1227]
baqiya-ribbon — [287, 1074, 387, 1090]
baqiya-number: 1 — [965, 152, 985, 163]
baqiya-label: بقیہ — [1037, 478, 1054, 491]
article-text: آج کی نشست میں وزیراعظم نے ملک کی معاشی صورتحال، توانائی کے شعبے میں اصلاحات اور عوامی ریلیف کے اقدامات کا تفصیلی جائزہ لیا اور متعلقہ حکام کو ہدایت کی کہ ترقیاتی منصوبوں کی بروقت تکمیل کو یقینی بنایا جائے تاکہ عوام کو ان کے ثمرات جلد از جلد پہنچ سکیں۔ اجلاس میں وفاقی وزراء، مشیران اور اعلیٰ سرکاری افسران نے شرکت کی۔ اسلام آباد ہائیکورٹ نے کیس کی سماعت کے دوران ریمارکس دیے کہ قانون سب کیلئے برابر ہے اور کسی کو بھی قانون سے بالاتر نہیں سمجھا جا سکتا۔ عدالت نے فریقین کو آئندہ سماعت پر مکمل ریکارڈ پیش کرنے کا حکم دیتے ہوئے سماعت ملتوی کر دی۔ درخواست گزار کے وکیل نے موقف اختیار کیا کہ ان کے موکل کے ساتھ ناانصافی ہوئی ہے۔ صوبائی حکومت نے صحت اور تعلیم کے شعبوں میں نئے منصوبوں کا اعلان کیا ہے جس کے تحت دیہی علاقوں میں بنیادی مراکز صحت کو اپ گریڈ کیا جائے گا۔ ترجمان کے مطابق ان منصوبوں پر کام کا آغاز رواں مالی سال میں کر دیا جائے گا اور اس کیلئے فنڈز بھی مختص کر دیے گئے ہیں۔ — [273, 1971, 401, 2300]
baqiya-label: بقیہ — [365, 808, 382, 821]
baqiya-number: 24 — [427, 212, 447, 222]
baqiya-box — [676, 568, 804, 591]
baqiya-ribbon — [556, 1260, 656, 1276]
baqiya-box — [676, 870, 804, 893]
baqiya-number: 11 — [830, 1928, 850, 1938]
baqiya-label: بقیہ — [634, 1950, 651, 1962]
baqiya-box — [273, 595, 401, 618]
article-text: صوبائی حکومت نے صحت اور تعلیم کے شعبوں میں نئے منصوبوں کا اعلان کیا ہے جس کے تحت دیہی علاقوں میں بنیادی مراکز صحت کو اپ گریڈ کیا جائے گا۔ ترجمان کے مطابق ان منصوبوں پر کام کا آغاز رواں مالی سال میں کر دیا جائے گا اور اس کیلئے فنڈز بھی مختص کر دیے گئے ہیں۔ پولیس کے مطابق ملزمان کو گرفتار کر کے مقدمہ درج کر لیا گیا ہے اور مزید تفتیش جاری ہے۔ واقعے کے بعد علاقے میں سکیورٹی سخت کر دی گئی ہے جبکہ شہریوں نے انتظامیہ سے مطالبہ کیا ہے کہ جرائم کی روک تھام کیلئے موثر اقدامات کیے جائیں۔ الیکشن کمیشن نے ضمنی انتخابات کے شیڈول کا اعلان کر دیا ہے جس کے مطابق کاغذات نامزدگی 2025 کو جمع کرائے جا سکیں گے۔ امیدواروں کی حتمی فہرست جانچ پڑتال کے بعد جاری کی جائے گی اور پولنگ مقررہ تاریخ کو صبح آٹھ بجے سے شام پانچ بجے تک بلا تعطل جاری رہے گی۔ — [542, 292, 670, 562]
article-text: صوبائی حکومت نے صحت اور تعلیم کے شعبوں میں نئے منصوبوں کا اعلان کیا ہے جس کے تحت دیہی علاقوں میں بنیادی مراکز صحت کو اپ گریڈ کیا جائے گا۔ ترجمان کے مطابق ان منصوبوں پر کام کا آغاز رواں مالی سال میں کر دیا جائے گا اور اس کیلئے فنڈز بھی مختص کر دیے گئے ہیں۔ پولیس کے مطابق ملزمان کو گرفتار کر کے مقدمہ درج کر لیا گیا ہے اور مزید تفتیش جاری ہے۔ واقعے کے بعد علاقے میں سکیورٹی سخت کر دی گئی ہے جبکہ شہریوں نے انتظامیہ سے مطالبہ کیا ہے کہ جرائم کی روک تھام کیلئے موثر اقدامات کیے جائیں۔ الیکشن کمیشن نے ضمنی انتخابات کے شیڈول کا اعلان کر دیا ہے جس کے مطابق کاغذات نامزدگی 2025 کو جمع کرائے جا سکیں گے۔ امیدواروں کی حتمی فہرست جانچ پڑتال کے بعد جاری کی جائے گی اور پولنگ مقررہ تاریخ کو صبح آٹھ بجے سے شام پانچ بجے تک بلا تعطل جاری رہے گی۔ — [407, 1610, 535, 1881]
article-text: پولیس کے مطابق ملزمان کو گرفتار کر کے مقدمہ درج کر لیا گیا ہے اور مزید تفتیش جاری ہے۔ واقعے کے بعد علاقے میں سکیورٹی سخت کر دی گئی ہے جبکہ شہریوں نے انتظامیہ سے مطالبہ کیا ہے کہ جرائم کی روک تھام کیلئے موثر اقدامات کیے جائیں۔ الیکشن کمیشن نے ضمنی انتخابات کے شیڈول کا اعلان کر دیا ہے جس کے مطابق کاغذات نامزدگی 2025 کو جمع کرائے جا سکیں گے۔ امیدواروں کی حتمی فہرست جانچ پڑتال کے بعد جاری کی جائے گی اور پولنگ مقررہ تاریخ کو صبح آٹھ بجے سے شام پانچ بجے تک بلا تعطل جاری رہے گی۔ — [407, 25, 535, 200]
baqiya-box — [138, 205, 266, 229]
baqiya-label: بقیہ — [365, 1771, 382, 1783]
flourish-line — [815, 1243, 828, 1245]
flourish-line — [412, 1231, 424, 1233]
flourish-line — [546, 940, 559, 942]
article-text: آج کی نشست میں وزیراعظم نے ملک کی معاشی صورتحال، توانائی کے شعبے میں اصلاحات اور عوامی ریلیف کے اقدامات کا تفصیلی جائزہ لیا اور متعلقہ حکام کو ہدایت کی کہ ترقیاتی منصوبوں کی بروقت تکمیل کو یقینی بنایا جائے تاکہ عوام کو ان کے ثمرات جلد از جلد پہنچ سکیں۔ اجلاس میں وفاقی وزراء، مشیران اور اعلیٰ سرکاری افسران نے شرکت کی۔ اسلام آباد ہائیکورٹ نے کیس کی سماعت کے دوران ریمارکس دیے کہ قانون سب کیلئے برابر ہے اور کسی کو بھی قانون سے بالاتر نہیں سمجھا جا سکتا۔ عدالت نے فریقین کو آئندہ سماعت پر مکمل ریکارڈ پیش کرنے کا حکم دیتے ہوئے سماعت ملتوی کر دی۔ درخواست گزار کے وکیل نے موقف اختیار کیا کہ ان کے موکل کے ساتھ ناانصافی ہوئی ہے۔ — [542, 25, 670, 259]
baqiya-label: بقیہ — [499, 1226, 516, 1239]
baqiya-label: بقیہ — [634, 1262, 651, 1274]
baqiya-label: بقیہ — [1037, 1505, 1054, 1518]
baqiya-number: 22 — [561, 1589, 581, 1600]
baqiya-label: بقیہ — [634, 935, 651, 947]
baqiya-ribbon — [556, 268, 656, 284]
baqiya-label: بقیہ — [230, 1835, 247, 1848]
article-text: الیکشن کمیشن نے ضمنی انتخابات کے شیڈول کا اعلان کر دیا ہے جس کے مطابق کاغذات نامزدگی 2025 کو جمع کرائے جا سکیں گے۔ امیدواروں کی حتمی فہرست جانچ پڑتال کے بعد جاری کی جائے گی اور پولنگ مقررہ تاریخ کو صبح آٹھ بجے سے شام پانچ بجے تک بلا تعطل جاری رہے گی۔ آج کی نشست میں وزیراعظم نے ملک کی معاشی صورتحال، توانائی کے شعبے میں اصلاحات اور عوامی ریلیف کے اقدامات کا تفصیلی جائزہ لیا اور متعلقہ حکام کو ہدایت کی کہ ترقیاتی منصوبوں کی بروقت تکمیل کو یقینی بنایا جائے تاکہ عوام کو ان کے ثمرات جلد از جلد پہنچ سکیں۔ اجلاس میں وفاقی وزراء، مشیران اور اعلیٰ سرکاری افسران نے شرکت کی۔ — [138, 1370, 266, 1581]
column-col6 — [269, 22, 404, 2300]
baqiya-ribbon — [825, 1598, 925, 1614]
baqiya-number: 36 — [158, 212, 178, 222]
flourish-line — [143, 692, 155, 693]
baqiya-label: بقیہ — [634, 573, 651, 586]
article-text: اسلام آباد ہائیکورٹ نے کیس کی سماعت کے دوران ریمارکس دیے کہ قانون سب کیلئے برابر ہے اور کسی کو بھی قانون سے بالاتر نہیں سمجھا جا سکتا۔ عدالت نے فریقین کو آئندہ سماعت پر مکمل ریکارڈ پیش کرنے کا حکم دیتے ہوئے سماعت ملتوی کر دی۔ درخواست گزار کے وکیل نے موقف اختیار کیا کہ ان کے موکل کے ساتھ ناانصافی ہوئی ہے۔ صوبائی حکومت نے صحت اور تعلیم کے شعبوں میں نئے منصوبوں کا اعلان کیا ہے جس کے تحت دیہی علاقوں میں بنیادی مراکز صحت کو اپ گریڈ کیا جائے گا۔ ترجمان کے مطابق ان منصوبوں پر کام کا آغاز رواں مالی سال میں کر دیا جائے گا اور اس کیلئے فنڈز بھی مختص کر دیے گئے ہیں۔ پولیس کے مطابق ملزمان کو گرفتار کر کے مقدمہ درج کر لیا گیا ہے اور مزید تفتیش جاری ہے۔ واقعے کے بعد علاقے میں سکیورٹی سخت کر دی گئی ہے جبکہ شہریوں نے انتظامیہ سے مطالبہ کیا ہے کہ جرائم کی روک تھام کیلئے موثر اقدامات کیے جائیں۔ — [811, 1948, 939, 2242]
baqiya-box — [811, 241, 939, 265]
column-col7 — [134, 22, 269, 2364]
flourish-line — [412, 905, 424, 907]
baqiya-ribbon — [959, 476, 1060, 492]
article-text: پولیس کے مطابق ملزمان کو گرفتار کر کے مقدمہ درج کر لیا گیا ہے اور مزید تفتیش جاری ہے۔ واقعے کے بعد علاقے میں سکیورٹی سخت کر دی گئی ہے جبکہ شہریوں نے انتظامیہ سے مطالبہ کیا ہے کہ جرائم کی روک تھام کیلئے موثر اقدامات کیے جائیں۔ — [138, 1257, 266, 1337]
baqiya-label: بقیہ — [365, 1284, 382, 1296]
flourish-line — [143, 1597, 155, 1599]
article-text: پولیس کے مطابق ملزمان کو گرفتار کر کے مقدمہ درج کر لیا گیا ہے اور مزید تفتیش جاری ہے۔ واقعے کے بعد علاقے میں سکیورٹی سخت کر دی گئی ہے جبکہ شہریوں نے انتظامیہ سے مطالبہ کیا ہے کہ جرائم کی روک تھام کیلئے موثر اقدامات کیے جائیں۔ الیکشن کمیشن نے ضمنی انتخابات کے شیڈول کا اعلان کر دیا ہے جس کے مطابق کاغذات نامزدگی 2025 کو جمع کرائے جا سکیں گے۔ امیدواروں کی حتمی فہرست جانچ پڑتال کے بعد جاری کی جائے گی اور پولنگ مقررہ تاریخ کو صبح آٹھ بجے سے شام پانچ بجے تک بلا تعطل جاری رہے گی۔ — [273, 1793, 401, 1969]
article-text: الیکشن کمیشن نے ضمنی انتخابات کے شیڈول کا اعلان کر دیا ہے جس کے مطابق کاغذات نامزدگی 2025 کو جمع کرائے جا سکیں گے۔ امیدواروں کی حتمی فہرست جانچ پڑتال کے بعد جاری کی جائے گی اور پولنگ مقررہ تاریخ کو صبح آٹھ بجے سے شام پانچ بجے تک بلا تعطل جاری رہے گی۔ آج کی نشست میں وزیراعظم نے ملک کی معاشی صورتحال، توانائی کے شعبے میں اصلاحات اور عوامی ریلیف کے اقدامات کا تفصیلی جائزہ لیا اور متعلقہ حکام کو ہدایت کی کہ ترقیاتی منصوبوں کی بروقت تکمیل کو یقینی بنایا جائے تاکہ عوام کو ان کے ثمرات جلد از جلد پہنچ سکیں۔ اجلاس میں وفاقی وزراء، مشیران اور اعلیٰ سرکاری افسران نے شرکت کی۔ — [273, 1305, 401, 1517]
baqiya-box — [273, 803, 401, 826]
baqiya-label: بقیہ — [230, 930, 247, 943]
column-col4 — [538, 22, 672, 2574]
article-text: پولیس کے مطابق ملزمان کو گرفتار کر کے مقدمہ درج کر لیا گیا ہے اور مزید تفتیش جاری ہے۔ واقعے کے بعد علاقے میں سکیورٹی سخت کر دی گئی ہے جبکہ شہریوں نے انتظامیہ سے مطالبہ کیا ہے کہ جرائم کی روک تھام کیلئے موثر اقدامات کیے جائیں۔ الیکشن کمیشن نے ضمنی انتخابات کے شیڈول کا اعلان کر دیا ہے جس کے مطابق کاغذات نامزدگی 2025 کو جمع کرائے جا سکیں گے۔ امیدواروں کی حتمی فہرست جانچ پڑتال کے بعد جاری کی جائے گی اور پولنگ مقررہ تاریخ کو صبح آٹھ بجے سے شام پانچ بجے تک بلا تعطل جاری رہے گی۔ — [273, 25, 401, 200]
article-text: صوبائی حکومت نے صحت اور تعلیم کے شعبوں میں نئے منصوبوں کا اعلان کیا ہے جس کے تحت دیہی علاقوں میں بنیادی مراکز صحت کو اپ گریڈ کیا جائے گا۔ ترجمان کے مطابق ان منصوبوں پر کام کا آغاز رواں مالی سال میں کر دیا جائے گا اور اس کیلئے فنڈز بھی مختص کر دیے گئے ہیں۔ پولیس کے مطابق ملزمان کو گرفتار کر کے مقدمہ درج کر لیا گیا ہے اور مزید تفتیش جاری ہے۔ واقعے کے بعد علاقے میں سکیورٹی سخت کر دی گئی ہے جبکہ شہریوں نے انتظامیہ سے مطالبہ کیا ہے کہ جرائم کی روک تھام کیلئے موثر اقدامات کیے جائیں۔ الیکشن کمیشن نے ضمنی انتخابات کے شیڈول کا اعلان کر دیا ہے جس کے مطابق کاغذات نامزدگی 2025 کو جمع کرائے جا سکیں گے۔ امیدواروں کی حتمی فہرست جانچ پڑتال کے بعد جاری کی جائے گی اور پولنگ مقررہ تاریخ کو صبح آٹھ بجے سے شام پانچ بجے تک بلا تعطل جاری رہے گی۔ — [676, 2244, 804, 2515]
baqiya-box — [945, 1137, 1073, 1161]
article-text: اسلام آباد ہائیکورٹ نے کیس کی سماعت کے دوران ریمارکس دیے کہ قانون سب کیلئے برابر ہے اور کسی کو بھی قانون سے بالاتر نہیں سمجھا جا سکتا۔ عدالت نے فریقین کو آئندہ سماعت پر مکمل ریکارڈ پیش کرنے کا حکم دیتے ہوئے سماعت ملتوی کر دی۔ درخواست گزار کے وکیل نے موقف اختیار کیا کہ ان کے موکل کے ساتھ ناانصافی ہوئی ہے۔ صوبائی حکومت نے صحت اور تعلیم کے شعبوں میں نئے منصوبوں کا اعلان کیا ہے جس کے تحت دیہی علاقوں میں بنیادی مراکز صحت کو اپ گریڈ کیا جائے گا۔ ترجمان کے مطابق ان منصوبوں پر کام کا آغاز رواں مالی سال میں کر دیا جائے گا اور اس کیلئے فنڈز بھی مختص کر دیے گئے ہیں۔ پولیس کے مطابق ملزمان کو گرفتار کر کے مقدمہ درج کر لیا گیا ہے اور مزید تفتیش جاری ہے۔ واقعے کے بعد علاقے میں سکیورٹی سخت کر دی گئی ہے جبکہ شہریوں نے انتظامیہ سے مطالبہ کیا ہے کہ جرائم کی روک تھام کیلئے موثر اقدامات کیے جائیں۔ — [542, 1284, 670, 1578]
baqiya-ribbon — [825, 1236, 925, 1252]
baqiya-number: 34 — [292, 1528, 312, 1539]
article-text: الیکشن کمیشن نے ضمنی انتخابات کے شیڈول کا اعلان کر دیا ہے جس کے مطابق کاغذات نامزدگی 2025 کو جمع کرائے جا سکیں گے۔ امیدواروں کی حتمی فہرست جانچ پڑتال کے بعد جاری کی جائے گی اور پولنگ مقررہ تاریخ کو صبح آٹھ بجے سے شام پانچ بجے تک بلا تعطل جاری رہے گی۔ آج کی نشست میں وزیراعظم نے ملک کی معاشی صورتحال، توانائی کے شعبے میں اصلاحات اور عوامی ریلیف کے اقدامات کا تفصیلی جائزہ لیا اور متعلقہ حکام کو ہدایت کی کہ ترقیاتی منصوبوں کی بروقت تکمیل کو یقینی بنایا جائے تاکہ عوام کو ان کے ثمرات جلد از جلد پہنچ سکیں۔ اجلاس میں وفاقی وزراء، مشیران اور اعلیٰ سرکاری افسران نے شرکت کی۔ اسلام آباد ہائیکورٹ نے کیس کی سماعت کے دوران ریمارکس دیے کہ قانون سب کیلئے برابر ہے اور کسی کو بھی قانون سے بالاتر نہیں سمجھا جا سکتا۔ عدالت نے فریقین کو آئندہ سماعت پر مکمل ریکارڈ پیش کرنے کا حکم دیتے ہوئے سماعت ملتوی کر دی۔ درخواست گزار کے وکیل نے موقف اختیار کیا کہ ان کے موکل کے ساتھ ناانصافی ہوئی ہے۔ — [676, 1913, 804, 2242]
baqiya-box — [407, 1583, 535, 1606]
baqiya-box — [811, 1595, 939, 1618]
baqiya-box — [407, 1221, 535, 1244]
baqiya-number: 12 — [696, 212, 716, 222]
baqiya-ribbon — [421, 898, 522, 914]
column-col5 — [404, 22, 538, 2212]
article-text: صوبائی حکومت نے صحت اور تعلیم کے شعبوں میں نئے منصوبوں کا اعلان کیا ہے جس کے تحت دیہی علاقوں میں بنیادی مراکز صحت کو اپ گریڈ کیا جائے گا۔ ترجمان کے مطابق ان منصوبوں پر کام کا آغاز رواں مالی سال میں کر دیا جائے گا اور اس کیلئے فنڈز بھی مختص کر دیے گئے ہیں۔ پولیس کے مطابق ملزمان کو گرفتار کر کے مقدمہ درج کر لیا گیا ہے اور مزید تفتیش جاری ہے۔ واقعے کے بعد علاقے میں سکیورٹی سخت کر دی گئی ہے جبکہ شہریوں نے انتظامیہ سے مطالبہ کیا ہے کہ جرائم کی روک تھام کیلئے موثر اقدامات کیے جائیں۔ — [273, 1097, 401, 1273]
article-text: پولیس کے مطابق ملزمان کو گرفتار کر کے مقدمہ درج کر لیا گیا ہے اور مزید تفتیش جاری ہے۔ واقعے کے بعد علاقے میں سکیورٹی سخت کر دی گئی ہے جبکہ شہریوں نے انتظامیہ سے مطالبہ کیا ہے کہ جرائم کی روک تھام کیلئے موثر اقدامات کیے جائیں۔ الیکشن کمیشن نے ضمنی انتخابات کے شیڈول کا اعلان کر دیا ہے جس کے مطابق کاغذات نامزدگی 2025 کو جمع کرائے جا سکیں گے۔ امیدواروں کی حتمی فہرست جانچ پڑتال کے بعد جاری کی جائے گی اور پولنگ مقررہ تاریخ کو صبح آٹھ بجے سے شام پانچ بجے تک بلا تعطل جاری رہے گی۔ — [273, 622, 401, 797]
baqiya-number: 2 — [965, 479, 985, 490]
baqiya-ribbon — [825, 1925, 925, 1941]
baqiya-box — [273, 1070, 401, 1093]
article-text: صوبائی حکومت نے صحت اور تعلیم کے شعبوں میں نئے منصوبوں کا اعلان کیا ہے جس کے تحت دیہی علاقوں میں بنیادی مراکز صحت کو اپ گریڈ کیا جائے گا۔ ترجمان کے مطابق ان منصوبوں پر کام کا آغاز رواں مالی سال میں کر دیا جائے گا اور اس کیلئے فنڈز بھی مختص کر دیے گئے ہیں۔ پولیس کے مطابق ملزمان کو گرفتار کر کے مقدمہ درج کر لیا گیا ہے اور مزید تفتیش جاری ہے۔ واقعے کے بعد علاقے میں سکیورٹی سخت کر دی گئی ہے جبکہ شہریوں نے انتظامیہ سے مطالبہ کیا ہے کہ جرائم کی روک تھام کیلئے موثر اقدامات کیے جائیں۔ الیکشن کمیشن نے ضمنی انتخابات کے شیڈول کا اعلان کر دیا ہے جس کے مطابق کاغذات نامزدگی 2025 کو جمع کرائے جا سکیں گے۔ امیدواروں کی حتمی فہرست جانچ پڑتال کے بعد جاری کی جائے گی اور پولنگ مقررہ تاریخ کو صبح آٹھ بجے سے شام پانچ بجے تک بلا تعطل جاری رہے گی۔ — [542, 1972, 670, 2242]
baqiya-box — [138, 1343, 266, 1366]
article-text: اسلام آباد ہائیکورٹ نے کیس کی سماعت کے دوران ریمارکس دیے کہ قانون سب کیلئے برابر ہے اور کسی کو بھی قانون سے بالاتر نہیں سمجھا جا سکتا۔ عدالت نے فریقین کو آئندہ سماعت پر مکمل ریکارڈ پیش کرنے کا حکم دیتے ہوئے سماعت ملتوی کر دی۔ درخواست گزار کے وکیل نے موقف اختیار کیا کہ ان کے موکل کے ساتھ ناانصافی ہوئی ہے۔ صوبائی حکومت نے صحت اور تعلیم کے شعبوں میں نئے منصوبوں کا اعلان کیا ہے جس کے تحت دیہی علاقوں میں بنیادی مراکز صحت کو اپ گریڈ کیا جائے گا۔ ترجمان کے مطابق ان منصوبوں پر کام کا آغاز رواں مالی سال میں کر دیا جائے گا اور اس کیلئے فنڈز بھی مختص کر دیے گئے ہیں۔ پولیس کے مطابق ملزمان کو گرفتار کر کے مقدمہ درج کر لیا گیا ہے اور مزید تفتیش جاری ہے۔ واقعے کے بعد علاقے میں سکیورٹی سخت کر دی گئی ہے جبکہ شہریوں نے انتظامیہ سے مطالبہ کیا ہے کہ جرائم کی روک تھام کیلئے موثر اقدامات کیے جائیں۔ — [945, 1823, 1073, 2118]
flourish-line — [950, 483, 962, 485]
baqiya-ribbon — [825, 571, 925, 587]
baqiya-label: بقیہ — [903, 935, 920, 947]
baqiya-number: 32 — [292, 1076, 312, 1087]
baqiya-ribbon — [421, 1587, 522, 1603]
contact-email: info@ihc.gov.pk — [273, 471, 349, 483]
baqiya-number: 38 — [158, 687, 178, 698]
masthead — [0, 0, 1076, 20]
baqiya-label: بقیہ — [903, 1238, 920, 1250]
baqiya-box — [138, 1830, 266, 1853]
flourish-line — [277, 1289, 290, 1291]
baqiya-number: 28 — [427, 1589, 447, 1600]
flourish-line — [950, 157, 962, 159]
flourish-line — [546, 275, 559, 277]
columns — [0, 22, 1076, 2574]
article-text: الیکشن کمیشن نے ضمنی انتخابات کے شیڈول کا اعلان کر دیا ہے جس کے مطابق کاغذات نامزدگی 2025 کو جمع کرائے جا سکیں گے۔ امیدواروں کی حتمی فہرست جانچ پڑتال کے بعد جاری کی جائے گی اور پولنگ مقررہ تاریخ کو صبح آٹھ بجے سے شام پانچ بجے تک بلا تعطل جاری رہے گی۔ آج کی نشست میں وزیراعظم نے ملک کی معاشی صورتحال، توانائی کے شعبے میں اصلاحات اور عوامی ریلیف کے اقدامات کا تفصیلی جائزہ لیا اور متعلقہ حکام کو ہدایت کی کہ ترقیاتی منصوبوں کی بروقت تکمیل کو یقینی بنایا جائے تاکہ عوام کو ان کے ثمرات جلد از جلد پہنچ سکیں۔ اجلاس میں وفاقی وزراء، مشیران اور اعلیٰ سرکاری افسران نے شرکت کی۔ اسلام آباد ہائیکورٹ نے کیس کی سماعت کے دوران ریمارکس دیے کہ قانون سب کیلئے برابر ہے اور کسی کو بھی قانون سے بالاتر نہیں سمجھا جا سکتا۔ عدالت نے فریقین کو آئندہ سماعت پر مکمل ریکارڈ پیش کرنے کا حکم دیتے ہوئے سماعت ملتوی کر دی۔ درخواست گزار کے وکیل نے موقف اختیار کیا کہ ان کے موکل کے ساتھ ناانصافی ہوئی ہے۔ — [407, 1248, 535, 1578]
baqiya-ribbon — [152, 476, 253, 492]
article-text: آج کی نشست میں وزیراعظم نے ملک کی معاشی صورتحال، توانائی کے شعبے میں اصلاحات اور عوامی ریلیف کے اقدامات کا تفصیلی جائزہ لیا اور متعلقہ حکام کو ہدایت کی کہ ترقیاتی منصوبوں کی بروقت تکمیل کو یقینی بنایا جائے تاکہ عوام کو ان کے ثمرات جلد از جلد پہنچ سکیں۔ اجلاس میں وفاقی وزراء، مشیران اور اعلیٰ سرکاری افسران نے شرکت کی۔ اسلام آباد ہائیکورٹ نے کیس کی سماعت کے دوران ریمارکس دیے کہ قانون سب کیلئے برابر ہے اور کسی کو بھی قانون سے بالاتر نہیں سمجھا جا سکتا۔ عدالت نے فریقین کو آئندہ سماعت پر مکمل ریکارڈ پیش کرنے کا حکم دیتے ہوئے سماعت ملتوی کر دی۔ درخواست گزار کے وکیل نے موقف اختیار کیا کہ ان کے موکل کے ساتھ ناانصافی ہوئی ہے۔ صوبائی حکومت نے صحت اور تعلیم کے شعبوں میں نئے منصوبوں کا اعلان کیا ہے جس کے تحت دیہی علاقوں میں بنیادی مراکز صحت کو اپ گریڈ کیا جائے گا۔ ترجمان کے مطابق ان منصوبوں پر کام کا آغاز رواں مالی سال میں کر دیا جائے گا اور اس کیلئے فنڈز بھی مختص کر دیے گئے ہیں۔ — [138, 2035, 266, 2364]
baqiya-box — [676, 1232, 804, 1256]
baqiya-ribbon — [825, 933, 925, 949]
baqiya-number: 7 — [830, 574, 850, 585]
baqiya-number: 17 — [696, 1892, 716, 1902]
baqiya-label: بقیہ — [903, 1600, 920, 1613]
baqiya-box — [811, 1232, 939, 1256]
baqiya-box — [273, 205, 401, 229]
flourish-line — [950, 1510, 962, 1512]
article-text: الیکشن کمیشن نے ضمنی انتخابات کے شیڈول کا اعلان کر دیا ہے جس کے مطابق کاغذات نامزدگی 2025 کو جمع کرائے جا سکیں گے۔ امیدواروں کی حتمی فہرست جانچ پڑتال کے بعد جاری کی جائے گی اور پولنگ مقررہ تاریخ کو صبح آٹھ بجے سے شام پانچ بجے تک بلا تعطل جاری رہے گی۔ آج کی نشست میں وزیراعظم نے ملک کی معاشی صورتحال، توانائی کے شعبے میں اصلاحات اور عوامی ریلیف کے اقدامات کا تفصیلی جائزہ لیا اور متعلقہ حکام کو ہدایت کی کہ ترقیاتی منصوبوں کی بروقت تکمیل کو یقینی بنایا جائے تاکہ عوام کو ان کے ثمرات جلد از جلد پہنچ سکیں۔ اجلاس میں وفاقی وزراء، مشیران اور اعلیٰ سرکاری افسران نے شرکت کی۔ اسلام آباد ہائیکورٹ نے کیس کی سماعت کے دوران ریمارکس دیے کہ قانون سب کیلئے برابر ہے اور کسی کو بھی قانون سے بالاتر نہیں سمجھا جا سکتا۔ عدالت نے فریقین کو آئندہ سماعت پر مکمل ریکارڈ پیش کرنے کا حکم دیتے ہوئے سماعت ملتوی کر دی۔ درخواست گزار کے وکیل نے موقف اختیار کیا کہ ان کے موکل کے ساتھ ناانصافی ہوئی ہے۔ — [811, 595, 939, 925]
baqiya-ribbon — [825, 245, 925, 261]
baqiya-ribbon — [152, 928, 253, 944]
baqiya-box — [676, 205, 804, 229]
